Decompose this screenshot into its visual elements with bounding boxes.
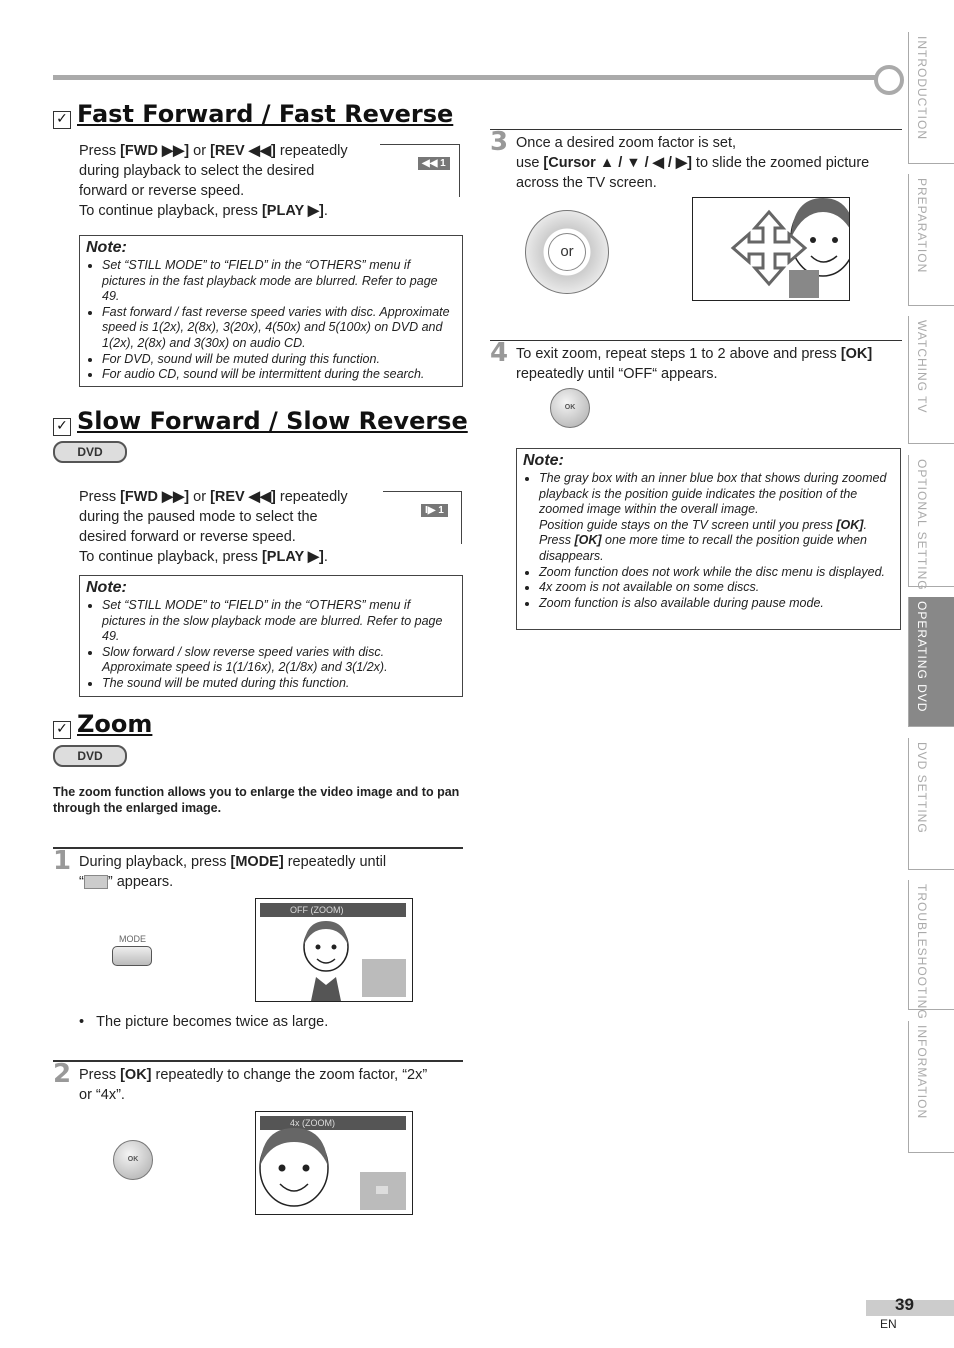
note-item: • 4x zoom is not available on some discs. bbox=[539, 580, 892, 596]
note-item: • Slow forward / slow reverse speed varies with disc. Approximate speed is 1(1/16x), 2(1/8x) and 3(1/2x). bbox=[102, 645, 454, 676]
step4-text: To exit zoom, repeat steps 1 to 2 above and press [OK] repeatedly until “OFF“ appears. bbox=[516, 346, 873, 382]
step-number: 2 bbox=[53, 1059, 72, 1089]
header-rule bbox=[53, 75, 875, 80]
step-rule bbox=[490, 129, 902, 130]
zoom-note-box: Note: • The gray box with an inner blue box that shows during zoomed playback is the position guide indicates the position of the zoomed image within the overall image. Position guide stays on the TV screen until you press [OK]. Press [OK] one more time to recall the position guide when disappears. • Zoom function does not work while the disc menu is displayed. • 4x zoom is not available on some discs. • Zoom function is also available during pause mode. bbox=[516, 448, 901, 630]
sf-note-box: Note: • Set “STILL MODE” to “FIELD” in the “OTHERS” menu if pictures in the slow playback mode are blurred. Refer to page 49. • Slow forward / slow reverse speed varies with disc. Approximate speed is 1(1/16x), 2(1/8x) and 3(1/2x). • The sound will be muted during this function. bbox=[79, 575, 463, 697]
position-guide-inner bbox=[376, 1186, 388, 1194]
side-tab-introduction[interactable]: INTRODUCTION bbox=[908, 32, 954, 164]
ff-note-box: Note: • Set “STILL MODE” to “FIELD” in the “OTHERS” menu if pictures in the fast playback mode are blurred. Refer to page 49. • Fast forward / fast reverse speed varies with disc. Approximate speed is 1(2x), 2(8x), 3(20x), 4(50x) and 5(100x) on DVD and 1(2x), 2(8x) and 3(30x) on audio CD. • For DVD, sound will be muted during this function. • For audio CD, sound will be intermittent during the search. bbox=[79, 235, 463, 387]
note-item: • For DVD, sound will be muted during this function. bbox=[102, 352, 454, 368]
pan-arrows-icon bbox=[693, 198, 849, 300]
check-icon: ✓ bbox=[53, 418, 71, 436]
side-tab-troubleshooting[interactable]: TROUBLESHOOTING bbox=[908, 880, 954, 1010]
header-circle bbox=[874, 65, 904, 95]
ff-instructions: Press [FWD ▶▶] or [REV ◀◀] repeatedly during playback to select the desired forward or reverse speed. To continue playback, press [PLAY ▶]. bbox=[79, 143, 348, 219]
note-item: • Zoom function is also available during pause mode. bbox=[539, 596, 892, 612]
note-item: • Fast forward / fast reverse speed varies with disc. Approximate speed is 1(2x), 2(8x), 3(20x), 4(50x) and 5(100x) on DVD and 1(2x), 2(8x) and 3(30x) on audio CD. bbox=[102, 305, 454, 352]
ff-speed-indicator: ◀◀ 1 bbox=[418, 157, 450, 170]
step-number: 4 bbox=[490, 338, 509, 368]
step2-text: Press [OK] repeatedly to change the zoom factor, “2x” or “4x”. bbox=[79, 1067, 428, 1103]
step1-text: During playback, press [MODE] repeatedly until “ ” appears. bbox=[79, 854, 387, 890]
zoom-mode-icon bbox=[84, 875, 108, 889]
tv-osd-text: OFF (ZOOM) bbox=[260, 903, 406, 917]
zoom-dvd-badge: DVD bbox=[53, 745, 127, 767]
mode-button-icon bbox=[112, 946, 152, 966]
page-number: 39 bbox=[895, 1295, 914, 1314]
side-tab-optional-setting[interactable]: OPTIONAL SETTING bbox=[908, 455, 954, 587]
note-item: • Zoom function does not work while the disc menu is displayed. bbox=[539, 565, 892, 581]
tv-osd-text: 4x (ZOOM) bbox=[260, 1116, 406, 1130]
character-illustration-zoomed bbox=[256, 1126, 366, 1215]
zoom-intro: The zoom function allows you to enlarge the video image and to pan through the enlarged image. bbox=[53, 785, 460, 815]
step-rule bbox=[53, 847, 463, 849]
step3-text: Once a desired zoom factor is set, use [Cursor ▲ / ▼ / ◀ / ▶] to slide the zoomed picture across the TV screen. bbox=[516, 135, 870, 191]
note-item: • Set “STILL MODE” to “FIELD” in the “OTHERS” menu if pictures in the slow playback mode are blurred. Refer to page 49. bbox=[102, 598, 454, 645]
character-illustration bbox=[291, 915, 361, 1001]
sf-speed-indicator: I▶ 1 bbox=[421, 504, 448, 517]
tv-screen-step3 bbox=[692, 197, 850, 301]
note-item: • The gray box with an inner blue box that shows during zoomed playback is the position guide indicates the position of the zoomed image within the overall image. Position guide stays on the TV screen until you press [OK]. Press [OK] one more time to recall the position guide when disappears. bbox=[539, 471, 892, 565]
tv-screen-step2 bbox=[255, 1111, 413, 1215]
side-tab-watching-tv[interactable]: WATCHING TV bbox=[908, 316, 954, 444]
ok-button-icon: OK bbox=[113, 1140, 153, 1180]
sf-screen-indicator bbox=[383, 491, 462, 544]
side-tab-dvd-setting[interactable]: DVD SETTING bbox=[908, 738, 954, 870]
tv-screen-step1 bbox=[255, 898, 413, 1002]
step-rule bbox=[53, 1060, 463, 1062]
step1-bullet: • The picture becomes twice as large. bbox=[79, 1014, 329, 1030]
position-guide-box bbox=[360, 1172, 406, 1210]
ok-button-icon: OK bbox=[550, 388, 590, 428]
position-guide-box bbox=[362, 959, 406, 997]
side-tab-preparation[interactable]: PREPARATION bbox=[908, 174, 954, 306]
sf-dvd-badge: DVD bbox=[53, 441, 127, 463]
mode-label: MODE bbox=[119, 934, 146, 944]
ff-screen-indicator bbox=[380, 144, 460, 197]
note-item: • For audio CD, sound will be intermittent during the search. bbox=[102, 367, 454, 383]
check-icon: ✓ bbox=[53, 111, 71, 129]
page-language: EN bbox=[880, 1317, 897, 1331]
note-item: • Set “STILL MODE” to “FIELD” in the “OTHERS” menu if pictures in the fast playback mode are blurred. Refer to page 49. bbox=[102, 258, 454, 305]
step-number: 3 bbox=[490, 127, 509, 157]
sf-instructions: Press [FWD ▶▶] or [REV ◀◀] repeatedly during the paused mode to select the desired forward or reverse speed. To continue playback, press [PLAY ▶]. bbox=[79, 489, 348, 565]
check-icon: ✓ bbox=[53, 721, 71, 739]
cursor-pad-icon bbox=[525, 210, 609, 294]
side-tab-information[interactable]: INFORMATION bbox=[908, 1021, 954, 1153]
zoom-heading: ✓ Zoom bbox=[53, 710, 152, 738]
note-item: • The sound will be muted during this function. bbox=[102, 676, 454, 692]
side-tab-operating-dvd[interactable]: OPERATING DVD bbox=[908, 597, 954, 727]
cursor-pad-or: or bbox=[548, 233, 586, 271]
ff-heading: ✓ Fast Forward / Fast Reverse bbox=[53, 100, 453, 128]
step-number: 1 bbox=[53, 846, 72, 876]
sf-heading: ✓ Slow Forward / Slow Reverse bbox=[53, 407, 468, 435]
step-rule bbox=[490, 340, 902, 341]
